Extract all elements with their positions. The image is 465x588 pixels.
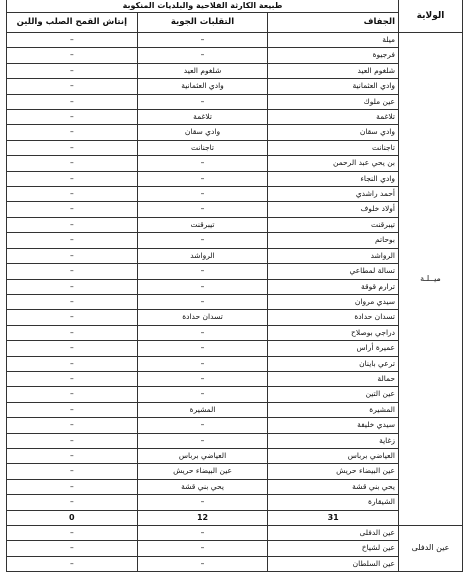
climate-cell: شلغوم العيد (137, 63, 268, 78)
climate-cell: – (137, 233, 268, 248)
climate-cell: المشيرة (137, 402, 268, 417)
drought-cell: أولاد خلوف (268, 202, 399, 217)
germination-cell: – (7, 325, 138, 340)
climate-cell: – (137, 356, 268, 371)
climate-cell: – (137, 202, 268, 217)
drought-cell: شلغوم العيد (268, 63, 399, 78)
table-row (7, 156, 463, 171)
germination-cell: – (7, 341, 138, 356)
table-row (7, 448, 463, 463)
germination-cell: – (7, 310, 138, 325)
germination-cell: – (7, 418, 138, 433)
table-row (7, 526, 463, 541)
climate-cell: الرواشد (137, 248, 268, 263)
germination-cell: – (7, 187, 138, 202)
germination-cell: – (7, 202, 138, 217)
climate-cell: – (137, 418, 268, 433)
germination-cell: – (7, 94, 138, 109)
table-row (7, 418, 463, 433)
germination-cell: – (7, 387, 138, 402)
table-row (7, 248, 463, 263)
table-row (7, 325, 463, 340)
climate-cell: تيبرقنت (137, 217, 268, 232)
germination-cell: – (7, 294, 138, 309)
climate-cell: – (137, 48, 268, 63)
drought-cell: سيدي خليفة (268, 418, 399, 433)
drought-cell: الشيقارة (268, 495, 399, 510)
table-row (7, 279, 463, 294)
table-row (7, 110, 463, 125)
table-row (7, 187, 463, 202)
climate-cell: – (137, 556, 268, 571)
table-row (7, 264, 463, 279)
table-row (7, 341, 463, 356)
table-row (7, 356, 463, 371)
total-drought: 31 (268, 510, 399, 525)
table-row (7, 433, 463, 448)
germination-cell: – (7, 233, 138, 248)
drought-cell: وادي العثمانية (268, 79, 399, 94)
table-row (7, 371, 463, 386)
drought-cell: المشيرة (268, 402, 399, 417)
germination-cell: – (7, 33, 138, 48)
drought-cell: يحي بني قشة (268, 479, 399, 494)
climate-cell: تلاغمة (137, 110, 268, 125)
germination-header: إنتاش القمح الصلب واللين (7, 13, 138, 33)
drought-cell: ترارم قوقة (268, 279, 399, 294)
germination-cell: – (7, 156, 138, 171)
table-row (7, 233, 463, 248)
drought-cell: حمالة (268, 371, 399, 386)
total-climate: 12 (137, 510, 268, 525)
germination-cell: – (7, 464, 138, 479)
germination-cell: – (7, 279, 138, 294)
drought-cell: عين السلطان (268, 556, 399, 571)
germination-cell: – (7, 217, 138, 232)
drought-cell: ترعي باينان (268, 356, 399, 371)
drought-cell: عين التين (268, 387, 399, 402)
table-row (7, 48, 463, 63)
drought-cell: وادي النجاء (268, 171, 399, 186)
germination-cell: – (7, 556, 138, 571)
climate-cell: يحي بني قشة (137, 479, 268, 494)
drought-cell: الرواشد (268, 248, 399, 263)
climate-cell: عين البيضاء حريش (137, 464, 268, 479)
climate-cell: تاجنانت (137, 140, 268, 155)
climate-cell: – (137, 156, 268, 171)
drought-cell: تاجنانت (268, 140, 399, 155)
total-germination: 0 (7, 510, 138, 525)
drought-cell: سيدي مروان (268, 294, 399, 309)
germination-cell: – (7, 48, 138, 63)
germination-cell: – (7, 171, 138, 186)
germination-cell: – (7, 371, 138, 386)
climate-cell: العياضي برباس (137, 448, 268, 463)
climate-cell: – (137, 371, 268, 386)
table-row (7, 63, 463, 78)
table-row (7, 402, 463, 417)
table-row (7, 171, 463, 186)
table-row (7, 79, 463, 94)
wilaya-cell: ميــلـة (399, 33, 463, 526)
table-row (7, 294, 463, 309)
drought-cell: تيبرقنت (268, 217, 399, 232)
germination-cell: – (7, 448, 138, 463)
drought-cell: عين لشياخ (268, 541, 399, 556)
table-row (7, 140, 463, 155)
drought-cell: فرجيوة (268, 48, 399, 63)
drought-cell: زغاية (268, 433, 399, 448)
drought-cell: بن يحي عبد الرحمن (268, 156, 399, 171)
germination-cell: – (7, 541, 138, 556)
germination-cell: – (7, 433, 138, 448)
drought-header: الجفاف (268, 13, 399, 33)
climate-cell: تسدان حدادة (137, 310, 268, 325)
climate-cell: وادي سقان (137, 125, 268, 140)
table-row (7, 33, 463, 48)
drought-cell: تسدان حدادة (268, 310, 399, 325)
table-row (7, 479, 463, 494)
germination-cell: – (7, 140, 138, 155)
wilaya-cell: عين الدفلى (399, 526, 463, 572)
drought-cell: عين البيضاء حريش (268, 464, 399, 479)
germination-cell: – (7, 526, 138, 541)
germination-cell: – (7, 110, 138, 125)
climate-cell: – (137, 495, 268, 510)
climate-cell: – (137, 387, 268, 402)
drought-cell: وادي سقان (268, 125, 399, 140)
climate-cell: – (137, 33, 268, 48)
drought-cell: تسالة لمطاعي (268, 264, 399, 279)
table-row (7, 310, 463, 325)
drought-cell: عميرة أراس (268, 341, 399, 356)
climate-cell: – (137, 433, 268, 448)
drought-cell: ميلة (268, 33, 399, 48)
germination-cell: – (7, 248, 138, 263)
drought-cell: العياضي برباس (268, 448, 399, 463)
germination-cell: – (7, 479, 138, 494)
climate-cell: – (137, 187, 268, 202)
germination-cell: – (7, 63, 138, 78)
table-row (7, 94, 463, 109)
climate-cell: – (137, 325, 268, 340)
nature-title: طبيعة الكارثة الفلاحية والبلديات المنكوبة (7, 0, 399, 13)
table-row (7, 217, 463, 232)
climate-cell: – (137, 541, 268, 556)
germination-cell: – (7, 402, 138, 417)
table-row (7, 387, 463, 402)
germination-cell: – (7, 356, 138, 371)
disaster-table (6, 0, 463, 572)
germination-cell: – (7, 125, 138, 140)
germination-cell: – (7, 79, 138, 94)
table-row (7, 541, 463, 556)
climate-cell: – (137, 279, 268, 294)
table-row (7, 556, 463, 571)
drought-cell: عين ملوك (268, 94, 399, 109)
germination-cell: – (7, 495, 138, 510)
climate-cell: – (137, 171, 268, 186)
drought-cell: بوحاتم (268, 233, 399, 248)
drought-cell: دراجي بوصلاح (268, 325, 399, 340)
drought-cell: أحمد راشدي (268, 187, 399, 202)
table-row (7, 202, 463, 217)
table-row (7, 464, 463, 479)
drought-cell: عين الدفلى (268, 526, 399, 541)
table-row (7, 125, 463, 140)
climate-cell: – (137, 526, 268, 541)
climate-header: التقلبات الجوية (137, 13, 268, 33)
climate-cell: – (137, 341, 268, 356)
germination-cell: – (7, 264, 138, 279)
climate-cell: – (137, 264, 268, 279)
table-row (7, 495, 463, 510)
wilaya-header: الولاية (399, 0, 463, 33)
climate-cell: – (137, 294, 268, 309)
drought-cell: تلاغمة (268, 110, 399, 125)
climate-cell: وادي العثمانية (137, 79, 268, 94)
climate-cell: – (137, 94, 268, 109)
totals-row (7, 510, 463, 525)
